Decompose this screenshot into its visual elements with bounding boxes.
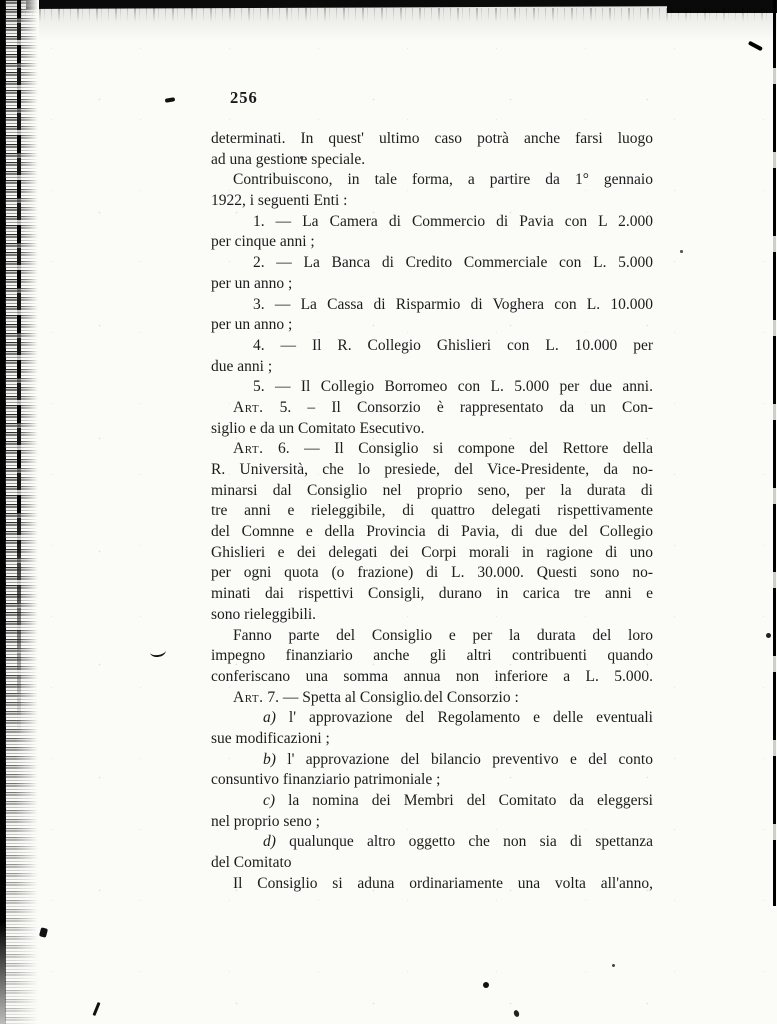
ink-smudge	[39, 927, 48, 938]
ink-smudge	[748, 41, 763, 51]
text-line: Ghislieri e dei delegati dei Corpi morali in ragione di uno	[211, 543, 653, 561]
ink-speck	[612, 964, 615, 967]
text-line: Art. 6. — Il Consiglio si compone del Rettore della	[233, 440, 653, 458]
text-line: per un anno ;	[211, 274, 293, 292]
text-line: consuntivo finanziario patrimoniale ;	[211, 771, 441, 789]
item-letter: c)	[263, 792, 276, 809]
page-number: 256	[230, 88, 258, 107]
scan-binding-line	[17, 0, 21, 737]
text-line: per un anno ;	[211, 316, 293, 334]
text-block	[211, 129, 653, 894]
text-line: nel proprio seno ;	[211, 812, 320, 830]
scan-top-edge-noise	[20, 8, 777, 22]
scan-binding-noise	[5, 0, 39, 1024]
text-line: impegno finanziario anche gli altri contribuenti quando	[211, 647, 653, 665]
ink-speck	[483, 982, 489, 988]
text-line: Contribuiscono, in tale forma, a partire da 1° gennaio	[233, 171, 653, 189]
text-line: d) qualunque altro oggetto che non sia di spettanza	[263, 833, 653, 851]
ink-smudge	[92, 1002, 100, 1016]
text-line: b) l' approvazione del bilancio preventivo e del conto	[263, 750, 653, 768]
text-line: 1922, i seguenti Enti :	[211, 192, 348, 210]
text-line: Art. 7. — Spetta al Consiglio del Consorzio :	[233, 688, 519, 706]
text-line: per cinque anni ;	[211, 233, 315, 251]
text-line: R. Università, che lo presiede, del Vice-Presidente, da no-	[211, 461, 653, 478]
ink-speck	[680, 250, 683, 253]
scan-right-edge-line	[773, 0, 776, 906]
text-line: Art. 5. – Il Consorzio è rappresentato da un Con-	[233, 398, 653, 416]
text-line: ad una gestione speciale.	[211, 150, 366, 168]
text-line: 2. — La Banca di Credito Commerciale con L. 5.000	[253, 254, 653, 272]
text-line: per ogni quota (o frazione) di L. 30.000. Questi sono no-	[211, 564, 653, 582]
text-line: tre anni e rieleggibile, di quattro delegati rispettivamente	[211, 502, 653, 520]
item-letter: d)	[263, 833, 276, 851]
ink-speck	[766, 633, 771, 638]
text-line: 3. — La Cassa di Risparmio di Voghera con L. 10.000	[253, 295, 653, 313]
text-line: del Comnne e della Provincia di Pavia, di due del Collegio	[211, 523, 653, 541]
text-line: determinati. In quest' ultimo caso potrà anche farsi luogo	[211, 130, 653, 147]
text-line: siglio e da un Comitato Esecutivo.	[211, 419, 425, 437]
text-line: sue modificazioni ;	[211, 729, 330, 747]
item-letter: b)	[263, 750, 276, 768]
article-label: Art.	[233, 688, 264, 706]
text-line: minarsi dal Consiglio nel proprio seno, per la durata di	[211, 481, 653, 499]
text-line: a) l' approvazione del Regolamento e delle eventuali	[263, 709, 653, 727]
text-line: minati dai rispettivi Consigli, durano in carica tre anni e	[211, 585, 653, 603]
ink-smudge	[150, 648, 167, 658]
text-line: due anni ;	[211, 357, 273, 375]
text-line: Il Consiglio si aduna ordinariamente una volta all'anno,	[233, 874, 653, 892]
text-line: Fanno parte del Consiglio e per la durata del loro	[233, 626, 653, 644]
article-label: Art.	[233, 440, 264, 458]
text-line: 4. — Il R. Collegio Ghislieri con L. 10.000 per	[253, 336, 653, 354]
text-line: c) la nomina dei Membri del Comitato da eleggersi	[263, 792, 653, 809]
ink-smudge	[165, 97, 176, 103]
text-line: conferiscano una somma annua non inferiore a L. 5.000.	[211, 667, 653, 685]
item-letter: a)	[263, 709, 276, 727]
text-line: del Comitato	[211, 854, 292, 872]
text-line: sono rieleggibili.	[211, 605, 317, 623]
ink-speck	[513, 1009, 520, 1017]
text-line: 1. — La Camera di Commercio di Pavia con L 2.000	[253, 212, 653, 230]
text-line: 5. — Il Collegio Borromeo con L. 5.000 per due anni.	[253, 378, 653, 396]
article-label: Art.	[233, 398, 264, 416]
